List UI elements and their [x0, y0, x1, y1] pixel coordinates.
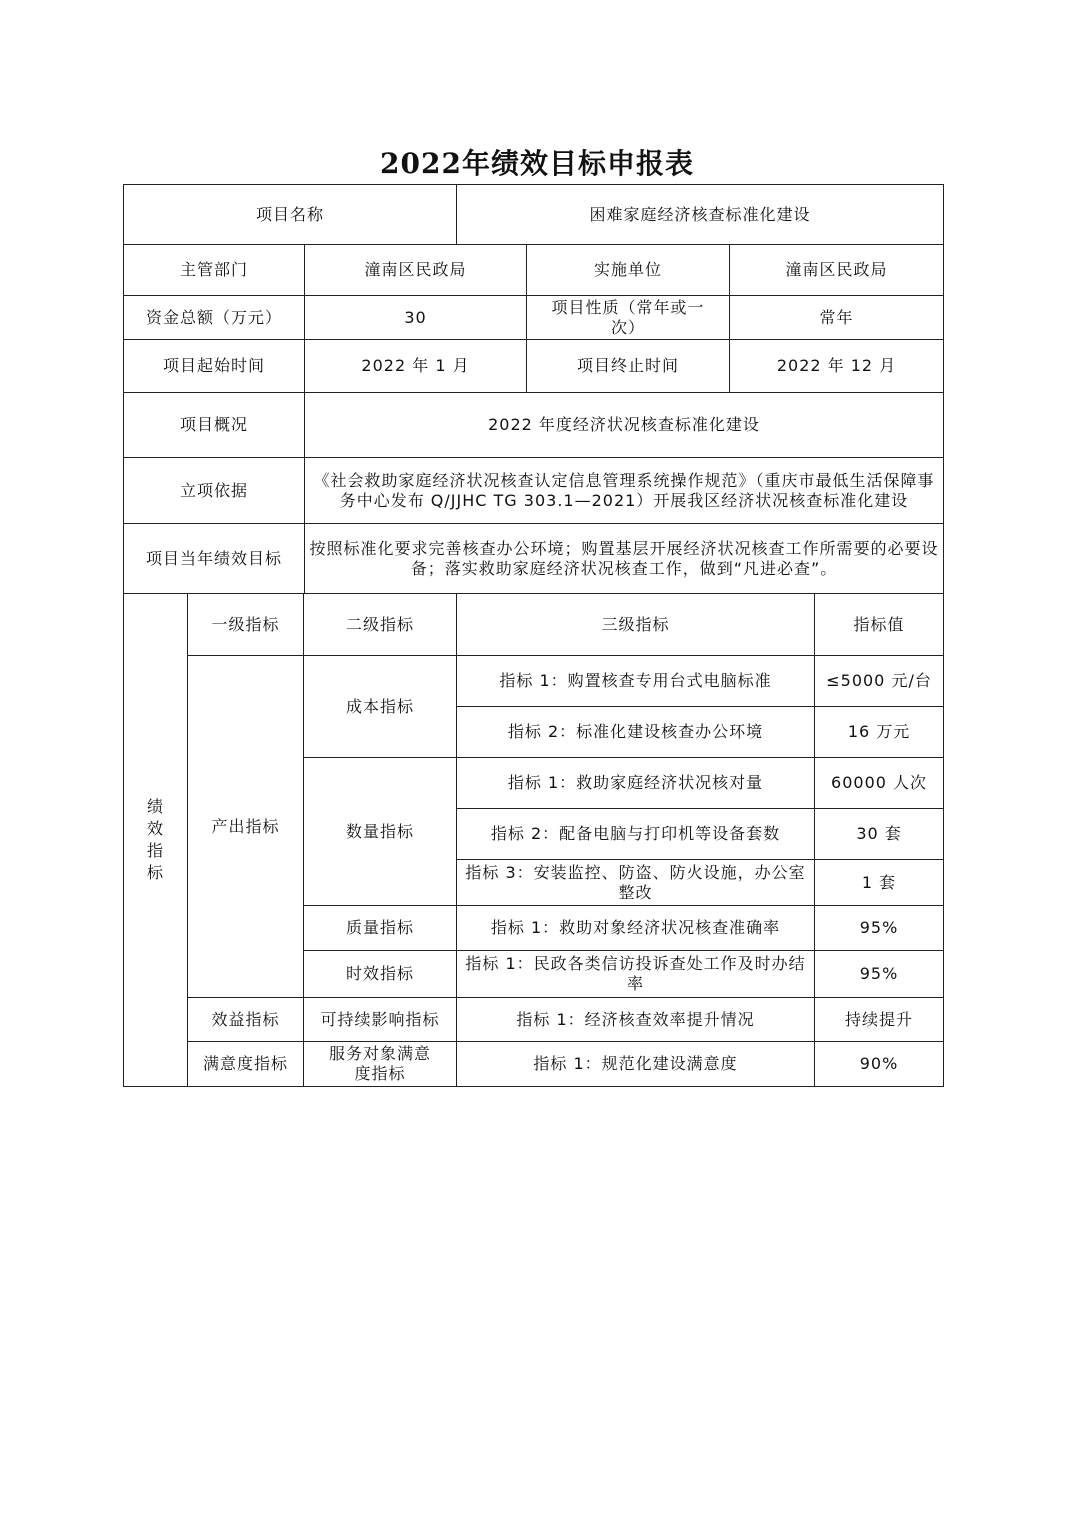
quantity-item-2-value: 30 套 — [815, 809, 944, 860]
perf-char-1: 绩 — [146, 797, 164, 816]
value-overview: 2022 年度经济状况核查标准化建设 — [305, 393, 944, 458]
quantity-item-1-desc: 指标 1：救助家庭经济状况核对量 — [457, 758, 815, 809]
value-start-time: 2022 年 1 月 — [305, 340, 527, 393]
header-level3: 三级指标 — [457, 594, 815, 656]
table-row — [124, 1042, 944, 1087]
value-annual-goal: 按照标准化要求完善核查办公环境；购置基层开展经济状况核查工作所需要的必要设备；落实救助家庭经济状况核查工作，做到“凡进必查”。 — [305, 524, 944, 594]
sustain-item-1-desc: 指标 1：经济核查效率提升情况 — [457, 998, 815, 1042]
cost-item-2-value: 16 万元 — [815, 707, 944, 758]
cost-item-2-desc: 指标 2：标准化建设核查办公环境 — [457, 707, 815, 758]
label-perf-indicators — [124, 594, 188, 1087]
label-project-name: 项目名称 — [124, 185, 457, 245]
label-total-funds: 资金总额（万元） — [124, 296, 305, 340]
timeliness-item-1-value: 95% — [815, 951, 944, 998]
row-basis — [124, 458, 944, 524]
indicator-quantity: 数量指标 — [304, 758, 457, 906]
performance-form-table-main — [123, 244, 944, 1087]
performance-form-table — [123, 184, 944, 245]
perf-char-4: 标 — [146, 863, 164, 882]
indicator-cost: 成本指标 — [304, 656, 457, 758]
value-total-funds: 30 — [305, 296, 527, 340]
indicator-benefit: 效益指标 — [188, 998, 304, 1042]
perf-char-2: 效 — [146, 819, 164, 838]
label-start-time: 项目起始时间 — [124, 340, 305, 393]
indicator-service: 服务对象满意度指标 — [304, 1042, 457, 1087]
page-title: 2022年绩效目标申报表 — [380, 147, 694, 180]
timeliness-item-1-desc: 指标 1：民政各类信访投诉查处工作及时办结率 — [457, 951, 815, 998]
perf-char-3: 指 — [146, 841, 164, 860]
service-item-1-desc: 指标 1：规范化建设满意度 — [457, 1042, 815, 1087]
indicator-output: 产出指标 — [188, 656, 304, 998]
quantity-item-2-desc: 指标 2：配备电脑与打印机等设备套数 — [457, 809, 815, 860]
header-target-value: 指标值 — [815, 594, 944, 656]
indicator-quality: 质量指标 — [304, 906, 457, 951]
quality-item-1-desc: 指标 1：救助对象经济状况核查准确率 — [457, 906, 815, 951]
quantity-item-3-value: 1 套 — [815, 860, 944, 906]
row-overview — [124, 393, 944, 458]
value-implementer: 潼南区民政局 — [730, 245, 944, 296]
label-department: 主管部门 — [124, 245, 305, 296]
service-item-1-value: 90% — [815, 1042, 944, 1087]
label-nature: 项目性质（常年或一次） — [527, 296, 730, 340]
indicator-satisfaction: 满意度指标 — [188, 1042, 304, 1087]
row-department — [124, 245, 944, 296]
row-indicator-header — [124, 594, 944, 656]
indicator-sustain: 可持续影响指标 — [304, 998, 457, 1042]
row-annual-goal — [124, 524, 944, 594]
label-implementer: 实施单位 — [527, 245, 730, 296]
row-project-name — [124, 185, 944, 245]
label-basis: 立项依据 — [124, 458, 305, 524]
table-row — [124, 656, 944, 707]
header-level2: 二级指标 — [304, 594, 457, 656]
row-funds — [124, 296, 944, 340]
table-row — [124, 998, 944, 1042]
label-overview: 项目概况 — [124, 393, 305, 458]
quantity-item-1-value: 60000 人次 — [815, 758, 944, 809]
value-department: 潼南区民政局 — [305, 245, 527, 296]
cost-item-1-value: ≤5000 元/台 — [815, 656, 944, 707]
label-annual-goal: 项目当年绩效目标 — [124, 524, 305, 594]
label-end-time: 项目终止时间 — [527, 340, 730, 393]
row-time — [124, 340, 944, 393]
value-basis: 《社会救助家庭经济状况核查认定信息管理系统操作规范》（重庆市最低生活保障事务中心发布 Q/JJHC TG 303.1—2021）开展我区经济状况核查标准化建设 — [305, 458, 944, 524]
value-end-time: 2022 年 12 月 — [730, 340, 944, 393]
value-nature: 常年 — [730, 296, 944, 340]
quantity-item-3-desc: 指标 3：安装监控、防盗、防火设施，办公室整改 — [457, 860, 815, 906]
quality-item-1-value: 95% — [815, 906, 944, 951]
sustain-item-1-value: 持续提升 — [815, 998, 944, 1042]
indicator-timeliness: 时效指标 — [304, 951, 457, 998]
header-level1: 一级指标 — [188, 594, 304, 656]
value-project-name: 困难家庭经济核查标准化建设 — [457, 185, 944, 245]
cost-item-1-desc: 指标 1：购置核查专用台式电脑标准 — [457, 656, 815, 707]
